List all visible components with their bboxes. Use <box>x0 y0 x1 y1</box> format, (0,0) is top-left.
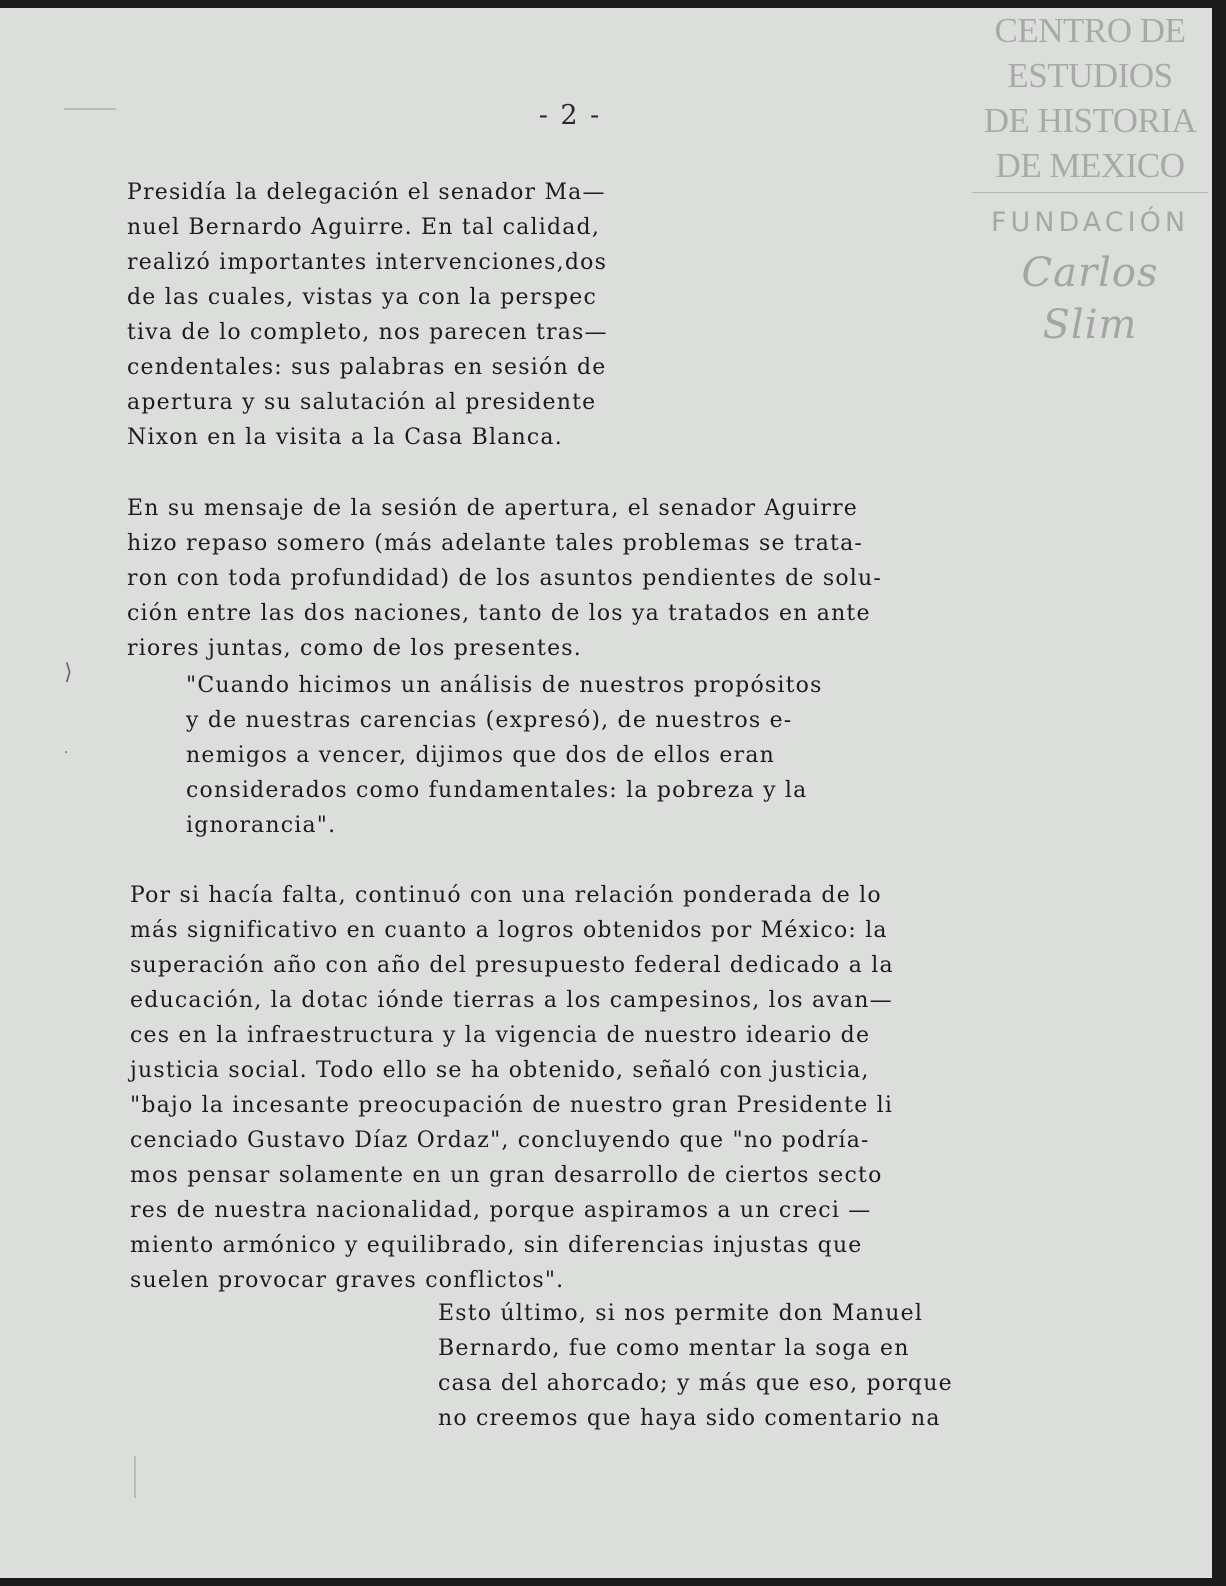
text-line: tiva de lo completo, nos parecen tras— <box>127 320 608 345</box>
text-line: considerados como fundamentales: la pobreza y la <box>186 778 808 803</box>
text-line: ignorancia". <box>186 813 337 838</box>
page-number: - 2 - <box>538 100 602 131</box>
text-line: Nixon en la visita a la Casa Blanca. <box>127 425 563 450</box>
text-line: Presidía la delegación el senador Ma— <box>127 180 606 205</box>
text-line: y de nuestras carencias (expresó), de nuestros e- <box>186 708 793 733</box>
document-page <box>0 8 1212 1578</box>
text-line: mos pensar solamente en un gran desarrollo de ciertos secto <box>130 1163 883 1188</box>
text-line: realizó importantes intervenciones,dos <box>127 250 608 275</box>
text-line: apertura y su salutación al presidente <box>127 390 597 415</box>
margin-mark: ⟩ <box>64 660 73 685</box>
text-line: riores juntas, como de los presentes. <box>127 636 582 661</box>
watermark-rule <box>972 192 1208 193</box>
watermark-signature: Carlos Slim <box>1021 250 1159 348</box>
text-line: superación año con año del presupuesto federal dedicado a la <box>130 953 894 978</box>
text-line: Por si hacía falta, continuó con una relación ponderada de lo <box>130 883 882 908</box>
text-line: nuel Bernardo Aguirre. En tal calidad, <box>127 215 601 240</box>
paragraph-achievements <box>130 878 894 1298</box>
text-line: cendentales: sus palabras en sesión de <box>127 355 607 380</box>
text-line: miento armónico y equilibrado, sin diferencias injustas que <box>130 1233 863 1258</box>
text-line: "bajo la incesante preocupación de nuestro gran Presidente li <box>130 1093 894 1118</box>
text-line: más significativo en cuanto a logros obtenidos por México: la <box>130 918 888 943</box>
text-line: ron con toda profundidad) de los asuntos pendientes de solu- <box>127 566 882 591</box>
text-line: cenciado Gustavo Díaz Ordaz", concluyendo que "no podría- <box>130 1128 870 1153</box>
text-line: "Cuando hicimos un análisis de nuestros propósitos <box>186 673 823 698</box>
block-quote <box>186 668 823 843</box>
margin-line <box>134 1456 136 1498</box>
margin-mark: · <box>64 745 69 761</box>
text-line: casa del ahorcado; y más que eso, porque <box>438 1371 953 1396</box>
margin-dash <box>64 108 116 110</box>
text-line: de las cuales, vistas ya con la perspec <box>127 285 598 310</box>
watermark-line: DE MEXICO <box>995 146 1185 185</box>
text-line: educación, la dotac iónde tierras a los campesinos, los avan— <box>130 988 893 1013</box>
text-line: Esto último, si nos permite don Manuel <box>438 1301 924 1326</box>
text-line: ces en la infraestructura y la vigencia de nuestro ideario de <box>130 1023 871 1048</box>
text-line: justicia social. Todo ello se ha obtenido, señaló con justicia, <box>130 1058 870 1083</box>
watermark-line: CENTRO DE <box>994 11 1186 50</box>
text-line: hizo repaso somero (más adelante tales problemas se trata- <box>127 531 864 556</box>
paragraph-comment <box>438 1296 953 1436</box>
paragraph-delegation <box>127 175 608 455</box>
text-line: suelen provocar graves conflictos". <box>130 1268 565 1293</box>
text-line: res de nuestra nacionalidad, porque aspiramos a un creci — <box>130 1198 872 1223</box>
paragraph-opening-message <box>127 491 882 666</box>
watermark-line: DE HISTORIA <box>983 101 1197 140</box>
text-line: Bernardo, fue como mentar la soga en <box>438 1336 910 1361</box>
text-line: no creemos que haya sido comentario na <box>438 1406 941 1431</box>
watermark-line: ESTUDIOS <box>1007 56 1173 95</box>
watermark-fundacion: FUNDACIÓN <box>990 207 1190 238</box>
text-line: En su mensaje de la sesión de apertura, el senador Aguirre <box>127 496 859 521</box>
text-line: nemigos a vencer, dijimos que dos de ellos eran <box>186 743 776 768</box>
text-line: ción entre las dos naciones, tanto de los ya tratados en ante <box>127 601 871 626</box>
watermark <box>968 8 1212 351</box>
